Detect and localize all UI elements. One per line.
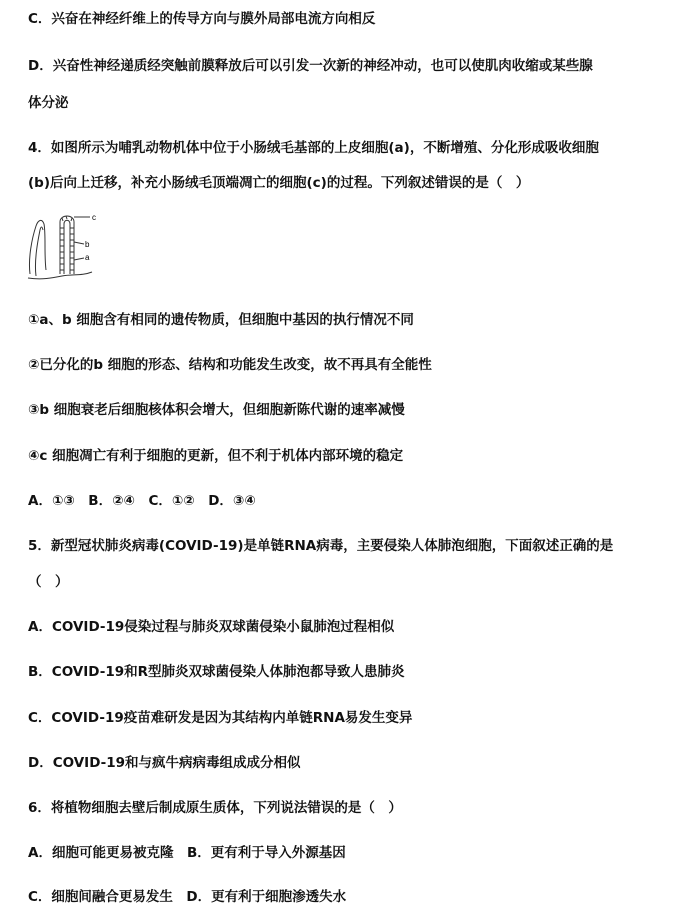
statement-4: ④c 细胞凋亡有利于细胞的更新，但不利于机体内部环境的稳定 xyxy=(28,448,404,464)
question-5-stem: 5．新型冠状肺炎病毒(COVID-19)是单链RNA病毒，主要侵染人体肺泡细胞，下面叙述正确的是 xyxy=(28,538,614,554)
option-3d: D．兴奋性神经递质经突触前膜释放后可以引发一次新的神经冲动，也可以使肌肉收缩或某些腺 xyxy=(28,58,593,74)
label-a: a xyxy=(85,253,90,262)
intestinal-villus-diagram xyxy=(22,208,106,282)
option-5c: C．COVID-19疫苗难研发是因为其结构内单链RNA易发生变异 xyxy=(28,710,413,726)
question-4-stem-cont: (b)后向上迁移，补充小肠绒毛顶端凋亡的细胞(c)的过程。下列叙述错误的是（ ） xyxy=(28,175,530,191)
question-6-options-cd: C．细胞间融合更易发生 D．更有利于细胞渗透失水 xyxy=(28,889,347,905)
question-6-stem: 6．将植物细胞去壁后制成原生质体，下列说法错误的是（ ） xyxy=(28,800,402,816)
statement-3: ③b 细胞衰老后细胞核体积会增大，但细胞新陈代谢的速率减慢 xyxy=(28,402,405,418)
option-3d-cont: 体分泌 xyxy=(28,95,69,111)
option-5d: D．COVID-19和与疯牛病病毒组成成分相似 xyxy=(28,755,301,771)
question-4-stem: 4．如图所示为哺乳动物机体中位于小肠绒毛基部的上皮细胞(a)，不断增殖、分化形成吸收细胞 xyxy=(28,140,599,156)
option-3c: C．兴奋在神经纤维上的传导方向与膜外局部电流方向相反 xyxy=(28,11,376,27)
option-5b: B．COVID-19和R型肺炎双球菌侵染人体肺泡都导致人患肺炎 xyxy=(28,664,405,680)
question-6-options-ab: A．细胞可能更易被克隆 B．更有利于导入外源基因 xyxy=(28,845,346,861)
question-4-options: A．①③ B．②④ C．①② D．③④ xyxy=(28,493,256,509)
question-5-stem-cont: （ ） xyxy=(28,574,69,590)
statement-1: ①a、b 细胞含有相同的遗传物质，但细胞中基因的执行情况不同 xyxy=(28,312,414,328)
label-b: b xyxy=(85,240,90,249)
option-5a: A．COVID-19侵染过程与肺炎双球菌侵染小鼠肺泡过程相似 xyxy=(28,619,395,635)
label-c: c xyxy=(92,213,96,222)
statement-2: ②已分化的b 细胞的形态、结构和功能发生改变，故不再具有全能性 xyxy=(28,357,432,373)
